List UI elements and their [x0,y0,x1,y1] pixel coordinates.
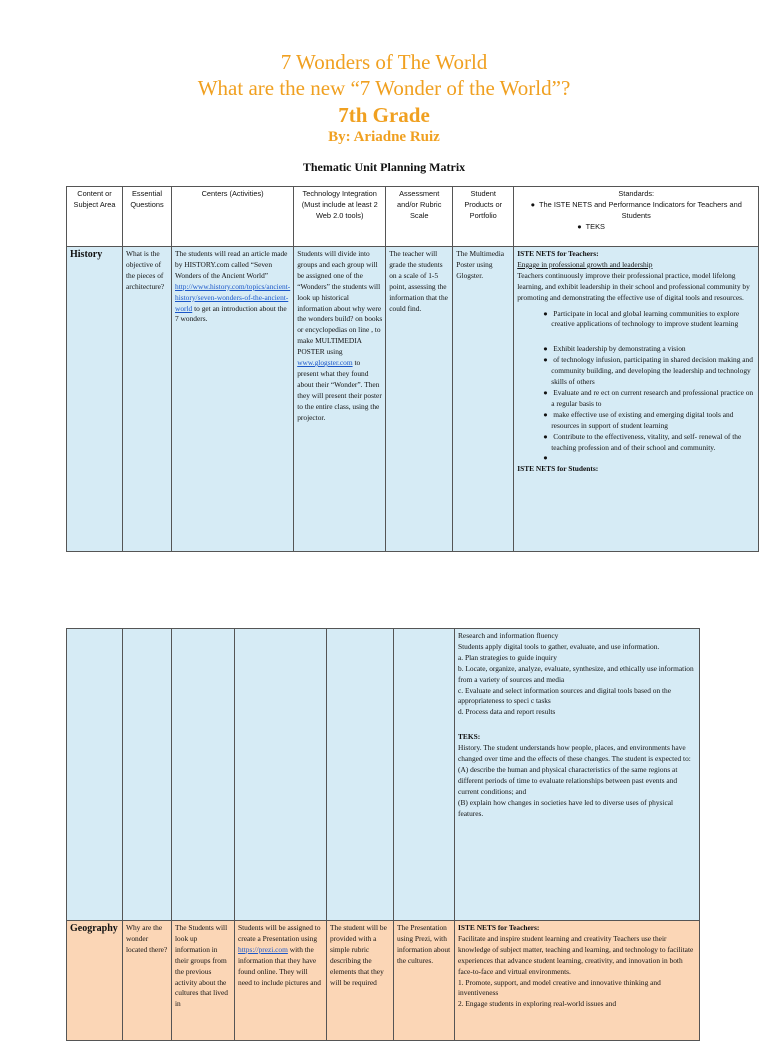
document-title: 7 Wonders of The World [280,50,488,74]
history-standards [514,247,759,552]
research-a: a. Plan strategies to guide inquiry [458,652,557,662]
table-header-row [67,187,759,247]
history-article-link[interactable]: http://www.history.com/topics/ancient-history/seven-wonders-of-the-ancient-world [175,281,291,313]
geography-technology: Students will be assigned to create a Presentation using https://prezi.com with the information that they have found online. They will need to include pictures and [235,921,327,1041]
history-assessment: The teacher will grade the students on a scale of 1-5 point, assessing the information that the could find. [386,247,453,552]
header-standards [514,187,759,247]
grade-label: 7th Grade [338,103,430,127]
geography-standards [455,921,700,1041]
header-products: Student Products or Portfolio [453,187,514,247]
teks-a: (A) describe the human and physical characteristics of the same regions at different periods of time to evaluate relationships between past events and current conditions; and [458,764,678,796]
prezi-link[interactable]: https://prezi.com [238,944,288,954]
geo-standard-1: 1. Promote, support, and model creative and innovative thinking and inventiveness [458,977,661,998]
standard-bullet: ● Exhibit leadership by demonstrating a vision [543,344,686,354]
planning-matrix-table [66,186,759,552]
teks-b: (B) explain how changes in societies have led to diverse uses of physical features. [458,797,674,818]
document-question: What are the new “7 Wonder of the World”? [197,76,571,100]
research-d: d. Process data and report results [458,707,556,717]
standard-bullet: ● Participate in local and global learning communities to explore creative applications of technology to improve student learning [543,308,740,329]
iste-teachers-heading: ISTE NETS for Teachers: [517,249,599,258]
standards-title: Standards: [618,189,655,198]
history-centers: The students will read an article made by HISTORY.com called “Seven Wonders of the Ancient World” http://www.history.com/topics/ancient-history/seven-wonders-of-the-ancient-world to get an introduction about the 7 wonders. [172,247,294,552]
header-assessment: Assessment and/or Rubric Scale [386,187,453,247]
planning-matrix-table-continued [66,628,700,1041]
history-question: What is the objective of the pieces of architecture? [123,247,172,552]
geo-standard-2: 2. Engage students in exploring real-world issues and [458,999,617,1009]
history-technology: Students will divide into groups and each group will be assigned one of the “Wonders” the students will look up historical information about why were the wonders build? on books or encyclopedias on line , to make MULTIMEDIA POSTER using www.glogster.com to present what they found about their “Wonder”. Then they will present their poster to the entire class, using the projector. [294,247,386,552]
geography-assessment: The student will be provided with a simple rubric describing the elements that they will be required [327,921,394,1041]
matrix-subtitle: Thematic Unit Planning Matrix [302,160,466,174]
geo-iste-teachers-heading: ISTE NETS for Teachers: [458,923,540,932]
research-title: Research and information fluency [458,631,559,640]
header-questions: Essential Questions [123,187,172,247]
table-row-history-continued [67,629,700,921]
research-intro: Students apply digital tools to gather, evaluate, and use information. [458,641,660,651]
research-b: b. Locate, organize, analyze, evaluate, synthesize, and ethically use information from a variety of sources and media [458,663,694,684]
header-centers: Centers (Activities) [172,187,294,247]
standard-bullet: ● Evaluate and re ect on current research and professional practice on a regular basis to [543,387,754,408]
iste-students-heading: ISTE NETS for Students: [517,464,599,474]
geography-centers: The Students will look up information in their groups from the previous activity about the cultures that lived in [172,921,235,1041]
author-label: By: Ariadne Ruiz [328,129,440,145]
table-row-geography [67,921,700,1041]
history-products: The Multimedia Poster using Glogster. [453,247,514,552]
teks-text: History. The student understands how people, places, and environments have changed over time and the effects of these changes. The student is expected to: [458,743,691,764]
geography-products: The Presentation using Prezi, with information about the cultures. [394,921,455,1041]
geo-iste-intro: Facilitate and inspire student learning and creativity Teachers use their knowledge of subject matter, teaching and learning, and technology to facilitate experiences that advance student learning, creativity, and innovation in both face-to-face and virtual environments. [458,933,694,976]
standard-bullet: ● of technology infusion, participating in shared decision making and community building, and developing the leadership and technology skills of others [543,355,753,387]
standard-bullet-empty: ● [543,453,548,463]
table-row-history [67,247,759,552]
standards-bullet-teks: ● TEKS [577,221,605,231]
research-c: c. Evaluate and select information sources and digital tools based on the appropriateness to speci c tasks [458,685,672,706]
history-standards-continued [455,629,700,921]
iste-teachers-subheading: Engage in professional growth and leadership [517,259,653,269]
iste-teachers-intro: Teachers continuously improve their professional practice, model lifelong learning, and exhibit leadership in their school and professional community by promoting and demonstrating the effective use of digital tools and resources. [517,270,750,302]
header-technology: Technology Integration (Must include at least 2 Web 2.0 tools) [294,187,386,247]
header-content: Content or Subject Area [67,187,123,247]
geography-question: Why are the wonder located there? [123,921,172,1041]
subject-history: History [67,247,123,552]
subject-geography: Geography [67,921,123,1041]
standards-bullet-iste: ● The ISTE NETS and Performance Indicators for Teachers and Students [530,199,742,220]
glogster-link[interactable]: www.glogster.com [297,358,353,368]
teks-label: TEKS: [458,732,481,742]
standard-bullet: ● Contribute to the effectiveness, vitality, and self- renewal of the teaching profession and of their school and community. [543,431,742,452]
standard-bullet: ● make effective use of existing and emerging digital tools and resources in support of student learning [543,409,734,430]
